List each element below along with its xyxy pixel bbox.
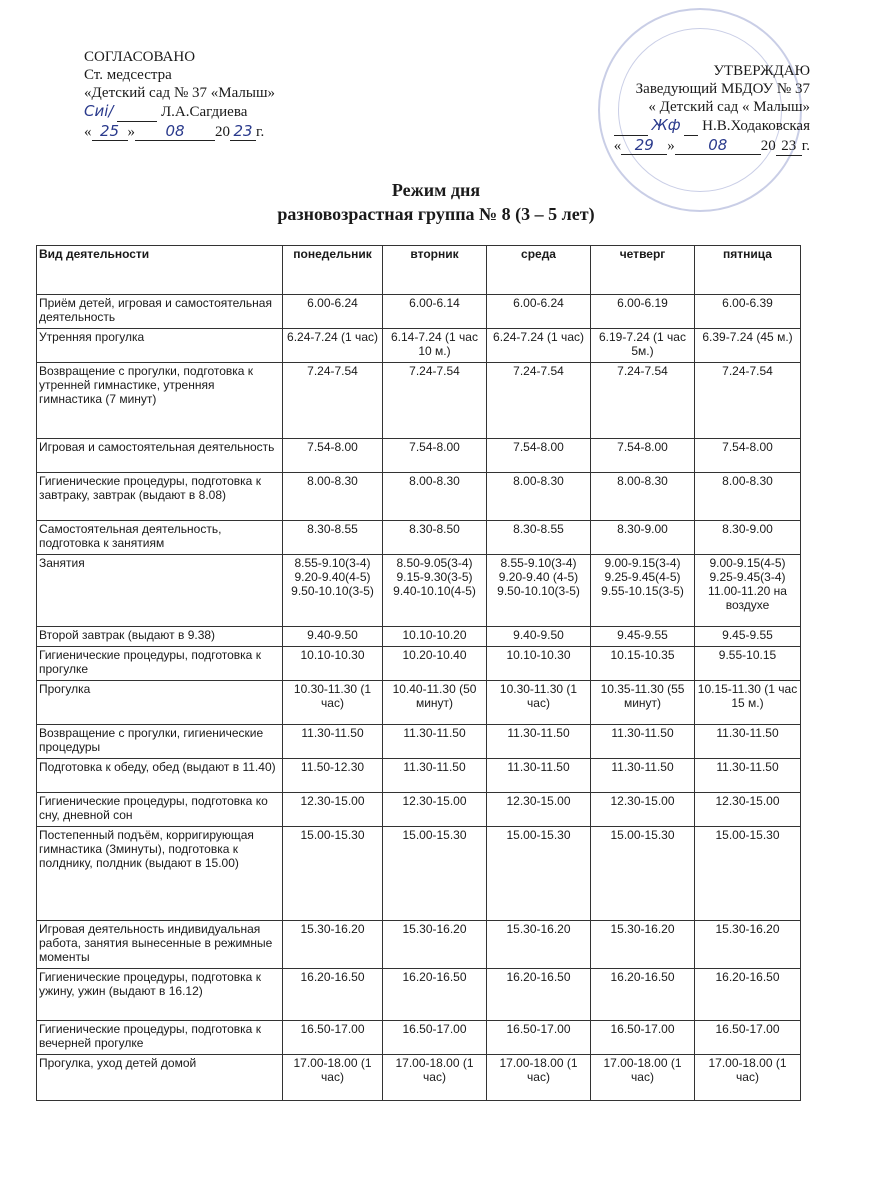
table-row <box>37 329 801 363</box>
activity-cell: Подготовка к обеду, обед (выдают в 11.40) <box>37 759 283 793</box>
head-name: Н.В.Ходаковская <box>702 118 810 134</box>
approval-label: СОГЛАСОВАНО <box>84 49 196 65</box>
time-cell: 6.00-6.24 <box>283 295 383 329</box>
table-row <box>37 921 801 969</box>
time-cell: 11.30-11.50 <box>283 725 383 759</box>
time-cell: 15.00-15.30 <box>487 827 591 921</box>
time-cell: 6.19-7.24 (1 час 5м.) <box>591 329 695 363</box>
activity-cell: Прогулка <box>37 681 283 725</box>
time-cell: 9.40-9.50 <box>283 627 383 647</box>
time-cell: 7.54-8.00 <box>383 439 487 473</box>
activity-cell: Возвращение с прогулки, гигиенические процедуры <box>37 725 283 759</box>
time-cell: 10.30-11.30 (1 час) <box>283 681 383 725</box>
time-cell: 17.00-18.00 (1 час) <box>591 1055 695 1101</box>
time-cell: 9.45-9.55 <box>591 627 695 647</box>
time-cell: 16.50-17.00 <box>591 1021 695 1055</box>
table-row <box>37 555 801 627</box>
time-cell: 11.30-11.50 <box>487 725 591 759</box>
handwritten-signature: Сиі/ <box>84 102 114 120</box>
time-cell: 8.30-8.50 <box>383 521 487 555</box>
time-cell: 15.30-16.20 <box>591 921 695 969</box>
time-cell: 7.24-7.54 <box>283 363 383 439</box>
time-cell: 7.24-7.54 <box>487 363 591 439</box>
approver-position: Ст. медсестра <box>84 67 172 83</box>
time-cell: 15.00-15.30 <box>383 827 487 921</box>
table-row <box>37 1055 801 1101</box>
time-cell: 6.14-7.24 (1 час 10 м.) <box>383 329 487 363</box>
time-cell: 12.30-15.00 <box>487 793 591 827</box>
time-cell: 12.30-15.00 <box>695 793 801 827</box>
page-title: Режим дня <box>391 180 481 200</box>
time-cell: 8.50-9.05(3-4) 9.15-9.30(3-5) 9.40-10.10(4-5) <box>383 555 487 627</box>
time-cell: 6.00-6.19 <box>591 295 695 329</box>
table-row <box>37 725 801 759</box>
date-day: 25 <box>92 122 128 141</box>
time-cell: 6.00-6.24 <box>487 295 591 329</box>
column-header: понедельник <box>283 246 383 295</box>
time-cell: 8.30-8.55 <box>487 521 591 555</box>
date-day: 29 <box>621 136 667 155</box>
date-month: 08 <box>135 122 215 141</box>
time-cell: 17.00-18.00 (1 час) <box>487 1055 591 1101</box>
activity-cell: Приём детей, игровая и самостоятельная деятельность <box>37 295 283 329</box>
time-cell: 16.20-16.50 <box>591 969 695 1021</box>
activity-cell: Второй завтрак (выдают в 9.38) <box>37 627 283 647</box>
time-cell: 15.00-15.30 <box>283 827 383 921</box>
approval-block-left <box>84 48 275 141</box>
table-row <box>37 439 801 473</box>
table-row <box>37 473 801 521</box>
time-cell: 9.40-9.50 <box>487 627 591 647</box>
time-cell: 15.30-16.20 <box>695 921 801 969</box>
time-cell: 10.15-11.30 (1 час 15 м.) <box>695 681 801 725</box>
time-cell: 11.50-12.30 <box>283 759 383 793</box>
time-cell: 6.24-7.24 (1 час) <box>487 329 591 363</box>
table-row <box>37 1021 801 1055</box>
time-cell: 16.50-17.00 <box>695 1021 801 1055</box>
approve-date: « 29 » 08 20 23 г. <box>613 136 810 154</box>
time-cell: 17.00-18.00 (1 час) <box>695 1055 801 1101</box>
time-cell: 7.54-8.00 <box>591 439 695 473</box>
activity-cell: Возвращение с прогулки, подготовка к утренней гимнастике, утренняя гимнастика (7 минут) <box>37 363 283 439</box>
time-cell: 8.30-8.55 <box>283 521 383 555</box>
time-cell: 8.00-8.30 <box>487 473 591 521</box>
table-row <box>37 521 801 555</box>
time-cell: 10.30-11.30 (1 час) <box>487 681 591 725</box>
column-header: пятница <box>695 246 801 295</box>
activity-cell: Занятия <box>37 555 283 627</box>
time-cell: 16.20-16.50 <box>383 969 487 1021</box>
time-cell: 6.00-6.39 <box>695 295 801 329</box>
table-row <box>37 647 801 681</box>
time-cell: 8.55-9.10(3-4) 9.20-9.40(4-5) 9.50-10.10(3-5) <box>283 555 383 627</box>
time-cell: 11.30-11.50 <box>591 759 695 793</box>
time-cell: 15.00-15.30 <box>591 827 695 921</box>
activity-cell: Постепенный подъём, корригирующая гимнастика (3минуты), подготовка к полднику, полдник (выдают в 15.00) <box>37 827 283 921</box>
time-cell: 7.24-7.54 <box>383 363 487 439</box>
time-cell: 11.30-11.50 <box>383 725 487 759</box>
handwritten-signature: Жф <box>651 116 681 134</box>
time-cell: 7.54-8.00 <box>695 439 801 473</box>
time-cell: 15.30-16.20 <box>487 921 591 969</box>
column-header: четверг <box>591 246 695 295</box>
date-month: 08 <box>675 136 761 155</box>
time-cell: 9.00-9.15(4-5) 9.25-9.45(3-4) 11.00-11.20 на воздухе <box>695 555 801 627</box>
time-cell: 10.20-10.40 <box>383 647 487 681</box>
table-row <box>37 793 801 827</box>
time-cell: 15.30-16.20 <box>283 921 383 969</box>
time-cell: 17.00-18.00 (1 час) <box>283 1055 383 1101</box>
time-cell: 11.30-11.50 <box>591 725 695 759</box>
time-cell: 6.00-6.14 <box>383 295 487 329</box>
head-signature-line <box>614 116 810 136</box>
table-row <box>37 827 801 921</box>
time-cell: 16.50-17.00 <box>383 1021 487 1055</box>
activity-cell: Гигиенические процедуры, подготовка к прогулке <box>37 647 283 681</box>
time-cell: 10.10-10.20 <box>383 627 487 647</box>
head-organization: « Детский сад « Малыш» <box>648 99 810 115</box>
approver-signature-line <box>84 102 275 122</box>
time-cell: 16.20-16.50 <box>487 969 591 1021</box>
time-cell: 15.00-15.30 <box>695 827 801 921</box>
time-cell: 8.30-9.00 <box>695 521 801 555</box>
time-cell: 11.30-11.50 <box>695 725 801 759</box>
time-cell: 8.30-9.00 <box>591 521 695 555</box>
approve-label: УТВЕРЖДАЮ <box>713 63 810 79</box>
time-cell: 10.10-10.30 <box>283 647 383 681</box>
table-row <box>37 363 801 439</box>
time-cell: 11.30-11.50 <box>695 759 801 793</box>
table-row <box>37 759 801 793</box>
time-cell: 16.50-17.00 <box>283 1021 383 1055</box>
time-cell: 16.20-16.50 <box>283 969 383 1021</box>
time-cell: 17.00-18.00 (1 час) <box>383 1055 487 1101</box>
time-cell: 9.45-9.55 <box>695 627 801 647</box>
time-cell: 16.50-17.00 <box>487 1021 591 1055</box>
time-cell: 7.54-8.00 <box>283 439 383 473</box>
column-header: Вид деятельности <box>37 246 283 295</box>
activity-cell: Гигиенические процедуры, подготовка к завтраку, завтрак (выдают в 8.08) <box>37 473 283 521</box>
time-cell: 9.55-10.15 <box>695 647 801 681</box>
time-cell: 7.54-8.00 <box>487 439 591 473</box>
time-cell: 10.40-11.30 (50 минут) <box>383 681 487 725</box>
time-cell: 11.30-11.50 <box>487 759 591 793</box>
table-row <box>37 295 801 329</box>
table-row <box>37 627 801 647</box>
column-header: вторник <box>383 246 487 295</box>
time-cell: 8.00-8.30 <box>695 473 801 521</box>
time-cell: 16.20-16.50 <box>695 969 801 1021</box>
time-cell: 12.30-15.00 <box>591 793 695 827</box>
activity-cell: Игровая деятельность индивидуальная работа, занятия вынесенные в режимные моменты <box>37 921 283 969</box>
time-cell: 12.30-15.00 <box>283 793 383 827</box>
time-cell: 15.30-16.20 <box>383 921 487 969</box>
page-subtitle: разновозрастная группа № 8 (3 – 5 лет) <box>277 204 595 224</box>
time-cell: 8.55-9.10(3-4) 9.20-9.40 (4-5) 9.50-10.10(3-5) <box>487 555 591 627</box>
approval-date: « 25 » 08 20 23 г. <box>84 122 265 140</box>
head-position: Заведующий МБДОУ № 37 <box>635 81 810 97</box>
activity-cell: Утренняя прогулка <box>37 329 283 363</box>
time-cell: 7.24-7.54 <box>591 363 695 439</box>
schedule-table <box>36 245 801 1101</box>
table-header-row <box>37 246 801 295</box>
activity-cell: Гигиенические процедуры, подготовка ко сну, дневной сон <box>37 793 283 827</box>
activity-cell: Прогулка, уход детей домой <box>37 1055 283 1101</box>
date-year: 23 <box>776 137 802 156</box>
time-cell: 8.00-8.30 <box>283 473 383 521</box>
date-year: 23 <box>230 122 256 141</box>
approval-block-right <box>614 62 810 156</box>
time-cell: 6.39-7.24 (45 м.) <box>695 329 801 363</box>
time-cell: 10.35-11.30 (55 минут) <box>591 681 695 725</box>
activity-cell: Самостоятельная деятельность, подготовка к занятиям <box>37 521 283 555</box>
column-header: среда <box>487 246 591 295</box>
time-cell: 7.24-7.54 <box>695 363 801 439</box>
table-row <box>37 681 801 725</box>
time-cell: 10.10-10.30 <box>487 647 591 681</box>
activity-cell: Игровая и самостоятельная деятельность <box>37 439 283 473</box>
time-cell: 9.00-9.15(3-4) 9.25-9.45(4-5) 9.55-10.15(3-5) <box>591 555 695 627</box>
table-row <box>37 969 801 1021</box>
time-cell: 8.00-8.30 <box>591 473 695 521</box>
time-cell: 11.30-11.50 <box>383 759 487 793</box>
activity-cell: Гигиенические процедуры, подготовка к ужину, ужин (выдают в 16.12) <box>37 969 283 1021</box>
signature-underline <box>117 103 157 122</box>
time-cell: 6.24-7.24 (1 час) <box>283 329 383 363</box>
approver-name: Л.А.Сагдиева <box>160 104 248 120</box>
time-cell: 8.00-8.30 <box>383 473 487 521</box>
time-cell: 12.30-15.00 <box>383 793 487 827</box>
time-cell: 10.15-10.35 <box>591 647 695 681</box>
activity-cell: Гигиенические процедуры, подготовка к вечерней прогулке <box>37 1021 283 1055</box>
approver-organization: «Детский сад № 37 «Малыш» <box>84 85 275 101</box>
